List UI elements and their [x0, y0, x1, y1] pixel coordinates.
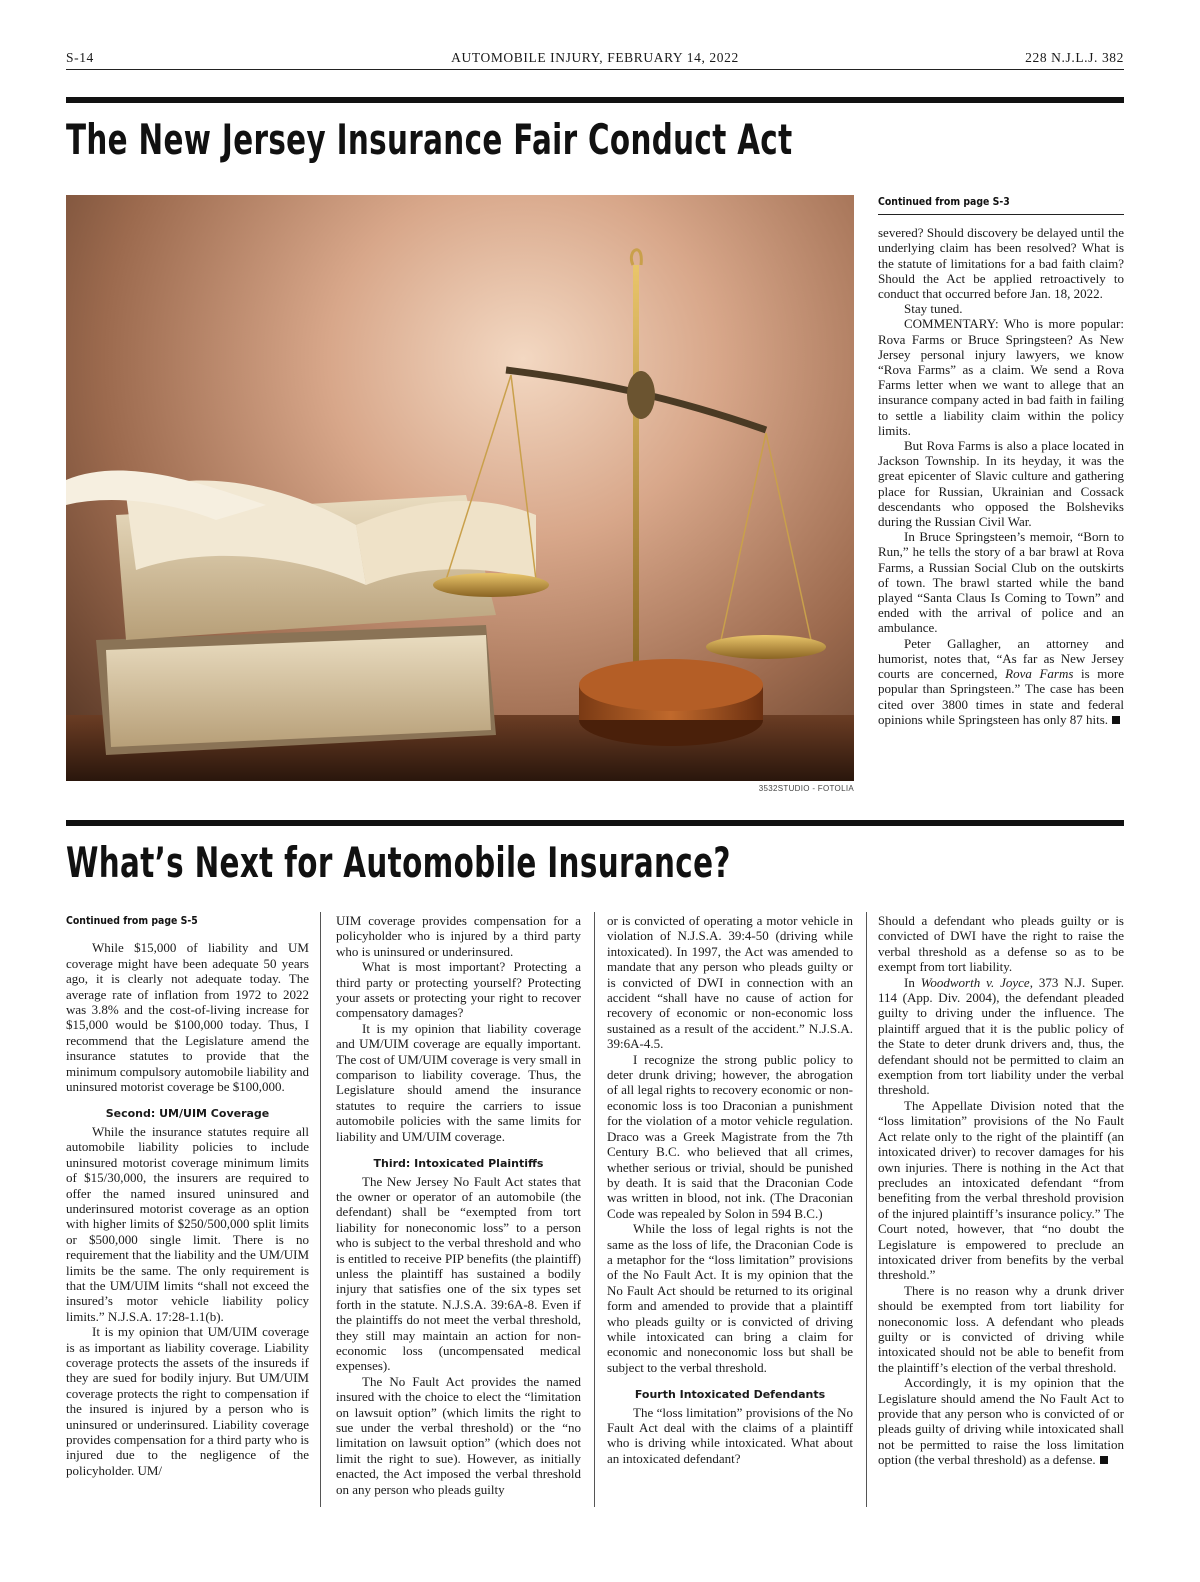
article1-column — [878, 194, 1124, 727]
paragraph: In Woodworth v. Joyce, 373 N.J. Super. 114 (App. Div. 2004), the defendant pleaded guilty to driving under the influence. The plaintiff argued that it is the public policy of the State to deter drunk drivers and, thus, the defendant should not be permitted to claim an exemption from tort liability under the verbal threshold. — [878, 974, 1124, 1098]
end-mark — [1100, 1456, 1108, 1464]
paragraph: But Rova Farms is also a place located in Jackson Township. In its heyday, it was the great epicenter of Slavic culture and gathering place for Russian, Ukrainian and Cossack descendants who opposed the Bolsheviks during the Russian Civil War. — [878, 438, 1124, 530]
article2-column-4 — [878, 913, 1124, 1468]
paragraph: While the loss of legal rights is not the same as the loss of life, the Draconian Code is a metaphor for the “loss limitation” provisions of the No Fault Act. It is my opinion that the No Fault Act should be returned to its original form and amended to provide that a plaintiff who pleads guilty or is convicted of driving while intoxicated can bring a claim for economic and noneconomic loss but shall be subject to the verbal threshold. — [607, 1221, 853, 1375]
subhead: Fourth Intoxicated Defendants — [634, 1388, 826, 1402]
article2-column-2 — [336, 913, 581, 1497]
paragraph: The No Fault Act provides the named insured with the choice to elect the “limitation on lawsuit option” (which limits the right to sue under the verbal threshold) or the “no limitation on lawsuit option” (which does not limit the right to sue). However, as initially enacted, the Act imposed the verbal threshold on any person who pleads guilty — [336, 1373, 581, 1497]
continued-label: Continued from page S-3 — [878, 195, 1010, 208]
continued-label: Continued from page S-5 — [66, 914, 198, 927]
column-rule — [320, 912, 321, 1507]
paragraph: COMMENTARY: Who is more popular: Rova Farms or Bruce Springsteen? As New Jersey personal injury lawyers, we know “Rova Farms” as a claim. We send a Rova Farms letter when we want to allege that an insurance company acted in bad faith in failing to settle a liability claim within the policy limits. — [878, 316, 1124, 438]
end-mark — [1112, 716, 1120, 724]
scales-of-justice-photo — [66, 195, 854, 781]
paragraph: It is my opinion that liability coverage and UM/UIM coverage are equally important. The cost of UM/UIM coverage is very small in comparison to liability coverage. Thus, the Legislature should amend the insurance statutes to require the carriers to issue automobile policies with the same limits for liability and UM/UIM coverage. — [336, 1020, 581, 1144]
paragraph: It is my opinion that UM/UIM coverage is as important as liability coverage. Liability coverage protects the assets of the insureds if they are sued for bodily injury. But UM/UIM coverage protects the right to compensation if the insured is injured by a person who is uninsured or underinsured. Liability coverage provides compensation for a third party who is injured due to the negligence of the policyholder. UM/ — [66, 1324, 309, 1478]
paragraph: There is no reason why a drunk driver should be exempted from tort liability for noneconomic loss. A defendant who pleads guilty or is convicted of driving while intoxicated should not be able to benefit from the plaintiff’s election of the verbal threshold. — [878, 1282, 1124, 1375]
headline-rule-1 — [66, 97, 1124, 103]
article1-headline: The New Jersey Insurance Fair Conduct Act — [66, 115, 793, 164]
paragraph: The “loss limitation” provisions of the No Fault Act deal with the claims of a plaintiff who is driving while intoxicated. What about an intoxicated defendant? — [607, 1404, 853, 1466]
paragraph: Peter Gallagher, an attorney and humorist, notes that, “As far as New Jersey courts are concerned, Rova Farms is more popular than Springsteen.” The case has been cited over 3800 times in state and federal opinions while Springsteen has only 87 hits. — [878, 635, 1124, 727]
subhead: Third: Intoxicated Plaintiffs — [373, 1157, 544, 1171]
paragraph: What is most important? Protecting a third party or protecting yourself? Protecting your assets or protecting your right to recover compensatory damages? — [336, 959, 581, 1021]
paragraph: or is convicted of operating a motor vehicle in violation of N.J.S.A. 39:4-50 (driving while intoxicated). In 1997, the Act was amended to mandate that any person who pleads guilty or is convicted of DWI in connection with an accident “shall have no cause of action for recovery of economic or non-economic loss sustained as a result of the accident.” N.J.S.A. 39:6A-4.5. — [607, 913, 853, 1052]
paragraph: severed? Should discovery be delayed until the underlying claim has been resolved? What is the statute of limitations for a bad faith claim? Should the Act be applied retroactively to conduct that occurred before Jan. 18, 2022. — [878, 225, 1124, 302]
paragraph: The Appellate Division noted that the “loss limitation” provisions of the No Fault Act relate only to the right of the plaintiff (an intoxicated driver) to recover damages for his own injuries. There is nothing in the Act that precludes an intoxicated defendant “from benefiting from the verbal threshold provision of the injured plaintiff’s insurance policy.” The Court noted, however, that “no doubt the Legislature is empowered to preclude an intoxicated driver from benefits by the verbal threshold.” — [878, 1097, 1124, 1283]
article2-column-1 — [66, 913, 309, 1478]
paragraph: Accordingly, it is my opinion that the Legislature should amend the No Fault Act to provide that any person who is convicted of or pleads guilty of driving while intoxicated shall not be permitted to raise the loss limitation option (the verbal threshold) as a defense. — [878, 1375, 1124, 1468]
article2-headline: What’s Next for Automobile Insurance? — [66, 838, 731, 887]
column-rule — [866, 912, 867, 1507]
paragraph: The New Jersey No Fault Act states that the owner or operator of an automobile (the defendant) shall be “exempted from tort liability for noneconomic loss” to a person who is subject to the verbal threshold and who is entitled to receive PIP benefits (the plaintiff) unless the plaintiff has sustained a bodily injury that satisfies one of the six types set forth in the statute. N.J.S.A. 39:6A-8. Even if the plaintiffs do not meet the verbal threshold, they still may maintain an action for non-economic loss (uncompensated medical expenses). — [336, 1173, 581, 1374]
headline-rule-2 — [66, 820, 1124, 826]
paragraph: In Bruce Springsteen’s memoir, “Born to Run,” he tells the story of a bar brawl at Rova Farms, a Russian Social Club on the outskirts of town. The brawl started while the band played “Santa Claus Is Coming to Town” and ended with the arrival of police and an ambulance. — [878, 529, 1124, 636]
paragraph: While the insurance statutes require all automobile liability policies to include uninsured motorist coverage minimum limits of $15/30,000, the insurers are required to offer the named insured uninsured and underinsured motorist coverage as an option with higher limits of $250/500,000 split limits or $500,000 single limit. There is no requirement that the liability and the UM/UIM limits be the same. The only requirement is that the UM/UIM limits “shall not exceed the insured’s motor vehicle liability policy limits.” N.J.S.A. 17:28-1.1(b). — [66, 1123, 309, 1324]
article2-column-3 — [607, 913, 853, 1466]
citation: 228 N.J.L.J. 382 — [1025, 50, 1124, 65]
kicker-rule — [878, 214, 1124, 215]
section-title: AUTOMOBILE INJURY, FEBRUARY 14, 2022 — [451, 50, 739, 65]
subhead: Second: UM/UIM Coverage — [105, 1107, 270, 1121]
paragraph: Should a defendant who pleads guilty or is convicted of DWI have the right to raise the verbal threshold as a defense so as to be exempt from tort liability. — [878, 913, 1124, 975]
column-rule — [594, 912, 595, 1507]
paragraph: While $15,000 of liability and UM coverage might have been adequate 50 years ago, it is clearly not adequate today. The average rate of inflation from 1972 to 2022 was 3.8% and the cost-of-living increase for $15,000 would be $100,000 today. Thus, I recommend that the Legislature amend the insurance statutes to provide that the minimum compulsory automobile liability and uninsured motorist coverage be $100,000. — [66, 940, 309, 1095]
paragraph: I recognize the strong public policy to deter drunk driving; however, the abrogation of all legal rights to recovery economic or non-economic loss is too Draconian a punishment for the violation of a motor vehicle regulation. Draco was a Greek Magistrate from the 7th Century B.C. who believed that all crimes, whether serious or trivial, should be punished by death. It is said that the Draconian Code was written in blood, not ink. (The Draconian Code was repealed by Solon in 594 B.C.) — [607, 1051, 853, 1221]
paragraph: UIM coverage provides compensation for a policyholder who is injured by a third party who is uninsured or underinsured. — [336, 913, 581, 959]
page-number: S-14 — [66, 50, 94, 65]
paragraph: Stay tuned. — [904, 301, 963, 317]
running-header — [66, 48, 1124, 70]
photo-credit: 3532STUDIO - FOTOLIA — [758, 784, 854, 793]
